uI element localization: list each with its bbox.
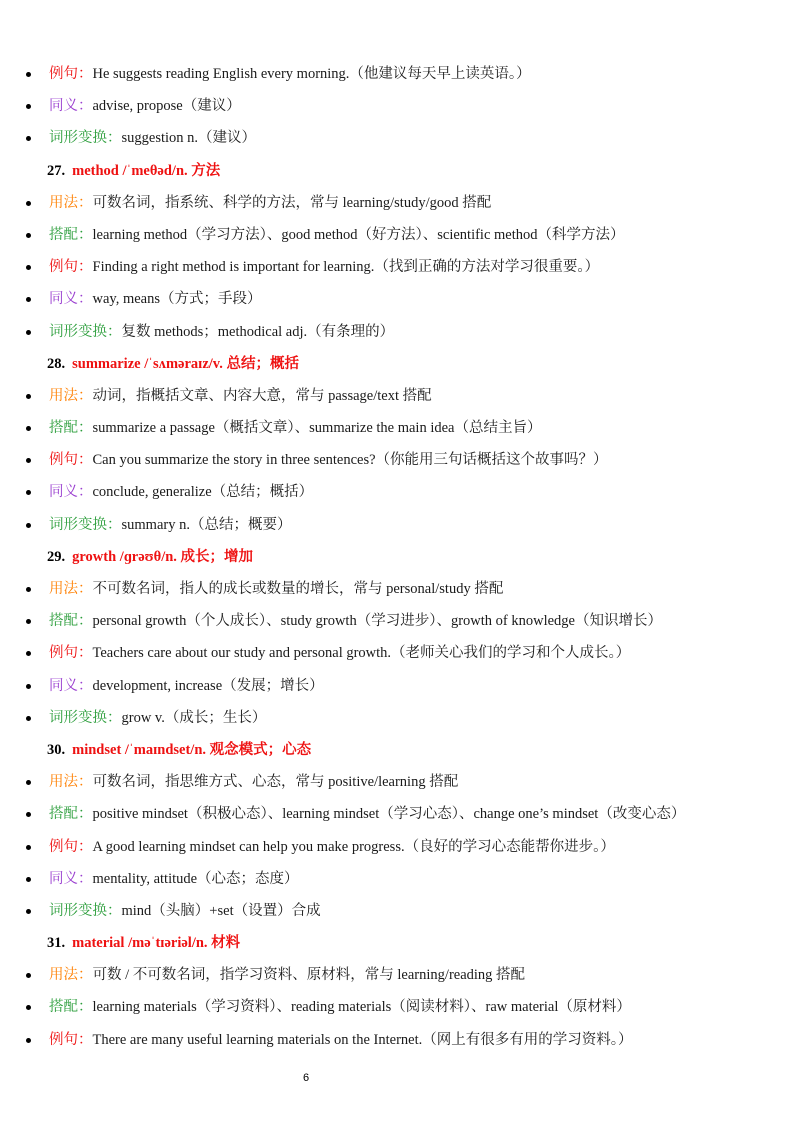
usage-label: 用法： bbox=[49, 967, 93, 984]
vocabulary-list bbox=[0, 58, 800, 1056]
collocation-label: 搭配： bbox=[49, 613, 93, 630]
headword: summarize /ˈsʌməraɪz/v. 总结；概括 bbox=[72, 355, 299, 372]
collocation-label: 搭配： bbox=[49, 420, 93, 437]
item-text: 可数名词，指系统、科学的方法，常与 learning/study/good 搭配 bbox=[92, 194, 492, 211]
item-text: summary n.（总结；概要） bbox=[121, 516, 292, 533]
item-text: positive mindset（积极心态）、learning mindset（学习心态）、change one’s mindset（改变心态） bbox=[92, 806, 686, 823]
headword: material /məˈtɪəriəl/n. 材料 bbox=[72, 935, 241, 952]
list-item-word-form bbox=[0, 122, 800, 154]
word-heading bbox=[0, 734, 800, 766]
page-number: 6 bbox=[302, 1072, 310, 1084]
item-text: personal growth（个人成长）、study growth（学习进步）、growth of knowledge（知识增长） bbox=[92, 613, 662, 630]
entry-number: 28. bbox=[47, 355, 66, 372]
list-item-usage bbox=[0, 959, 800, 991]
list-item-usage bbox=[0, 187, 800, 219]
usage-label: 用法： bbox=[49, 194, 93, 211]
list-item-collocation bbox=[0, 605, 800, 637]
entry-number: 27. bbox=[47, 162, 66, 179]
item-text: 不可数名词，指人的成长或数量的增长，常与 personal/study 搭配 bbox=[92, 581, 504, 597]
item-text: mind（头脑）+set（设置）合成 bbox=[121, 902, 321, 919]
item-text: Can you summarize the story in three sentences?（你能用三句话概括这个故事吗？） bbox=[92, 452, 608, 469]
synonym-label: 同义： bbox=[49, 677, 93, 694]
list-item-synonym bbox=[0, 283, 800, 315]
entry-number: 30. bbox=[47, 741, 66, 758]
item-text: 可数 / 不可数名词，指学习资料、原材料，常与 learning/reading 搭配 bbox=[92, 967, 526, 984]
word-form-label: 词形变换： bbox=[49, 130, 122, 147]
list-item-example bbox=[0, 58, 800, 90]
example-label: 例句： bbox=[49, 838, 93, 855]
usage-label: 用法： bbox=[49, 387, 93, 404]
item-text: advise, propose（建议） bbox=[92, 98, 241, 115]
headword: growth /ɡrəʊθ/n. 成长；增加 bbox=[72, 548, 254, 565]
item-text: grow v.（成长；生长） bbox=[121, 709, 267, 726]
list-item-synonym bbox=[0, 670, 800, 702]
usage-label: 用法： bbox=[49, 774, 93, 791]
list-item-example bbox=[0, 251, 800, 283]
list-item-synonym bbox=[0, 476, 800, 508]
item-text: A good learning mindset can help you make progress.（良好的学习心态能帮你进步。） bbox=[92, 838, 615, 855]
collocation-label: 搭配： bbox=[49, 226, 93, 243]
list-item-example bbox=[0, 637, 800, 669]
headword: mindset /ˈmaɪndset/n. 观念模式；心态 bbox=[72, 741, 312, 758]
list-item-word-form bbox=[0, 702, 800, 734]
item-text: 动词，指概括文章、内容大意，常与 passage/text 搭配 bbox=[92, 387, 432, 404]
item-text: Finding a right method is important for learning.（找到正确的方法对学习很重要。） bbox=[92, 259, 600, 276]
item-text: learning materials（学习资料）、reading materials（阅读材料）、raw material（原材料） bbox=[92, 999, 631, 1016]
item-text: 可数名词，指思维方式、心态，常与 positive/learning 搭配 bbox=[92, 774, 459, 791]
synonym-label: 同义： bbox=[49, 870, 93, 887]
word-form-label: 词形变换： bbox=[49, 323, 122, 340]
list-item-collocation bbox=[0, 798, 800, 830]
list-item-collocation bbox=[0, 219, 800, 251]
entry-number: 29. bbox=[47, 548, 66, 565]
item-text: Teachers care about our study and personal growth.（老师关心我们的学习和个人成长。） bbox=[92, 645, 631, 662]
collocation-label: 搭配： bbox=[49, 999, 93, 1016]
item-text: mentality, attitude（心态；态度） bbox=[92, 870, 299, 887]
item-text: development, increase（发展；增长） bbox=[92, 677, 324, 694]
collocation-label: 搭配： bbox=[49, 806, 93, 823]
list-item-collocation bbox=[0, 412, 800, 444]
list-item-word-form bbox=[0, 895, 800, 927]
synonym-label: 同义： bbox=[49, 484, 93, 501]
headword: method /ˈmeθəd/n. 方法 bbox=[72, 162, 221, 179]
word-heading bbox=[0, 348, 800, 380]
example-label: 例句： bbox=[49, 1031, 93, 1048]
word-form-label: 词形变换： bbox=[49, 516, 122, 533]
example-label: 例句： bbox=[49, 645, 93, 662]
word-form-label: 词形变换： bbox=[49, 902, 122, 919]
entry-number: 31. bbox=[47, 935, 66, 952]
usage-label: 用法： bbox=[49, 581, 93, 597]
item-text: learning method（学习方法）、good method（好方法）、scientific method（科学方法） bbox=[92, 226, 625, 243]
list-item-usage bbox=[0, 573, 800, 605]
list-item-example bbox=[0, 831, 800, 863]
word-heading bbox=[0, 927, 800, 959]
list-item-synonym bbox=[0, 863, 800, 895]
word-form-label: 词形变换： bbox=[49, 709, 122, 726]
word-heading bbox=[0, 155, 800, 187]
item-text: conclude, generalize（总结；概括） bbox=[92, 484, 314, 501]
example-label: 例句： bbox=[49, 66, 93, 82]
list-item-word-form bbox=[0, 316, 800, 348]
list-item-collocation bbox=[0, 991, 800, 1023]
example-label: 例句： bbox=[49, 452, 93, 469]
item-text: He suggests reading English every morning.（他建议每天早上读英语。） bbox=[92, 66, 531, 82]
list-item-example bbox=[0, 444, 800, 476]
item-text: way, means（方式；手段） bbox=[92, 291, 262, 308]
list-item-word-form bbox=[0, 509, 800, 541]
example-label: 例句： bbox=[49, 259, 93, 276]
list-item-example bbox=[0, 1024, 800, 1056]
list-item-usage bbox=[0, 766, 800, 798]
synonym-label: 同义： bbox=[49, 98, 93, 115]
list-item-usage bbox=[0, 380, 800, 412]
item-text: suggestion n.（建议） bbox=[121, 130, 257, 147]
item-text: 复数 methods；methodical adj.（有条理的） bbox=[121, 323, 395, 340]
item-text: There are many useful learning materials on the Internet.（网上有很多有用的学习资料。） bbox=[92, 1031, 633, 1048]
list-item-synonym bbox=[0, 90, 800, 122]
synonym-label: 同义： bbox=[49, 291, 93, 308]
item-text: summarize a passage（概括文章）、summarize the main idea（总结主旨） bbox=[92, 420, 542, 437]
word-heading bbox=[0, 541, 800, 573]
